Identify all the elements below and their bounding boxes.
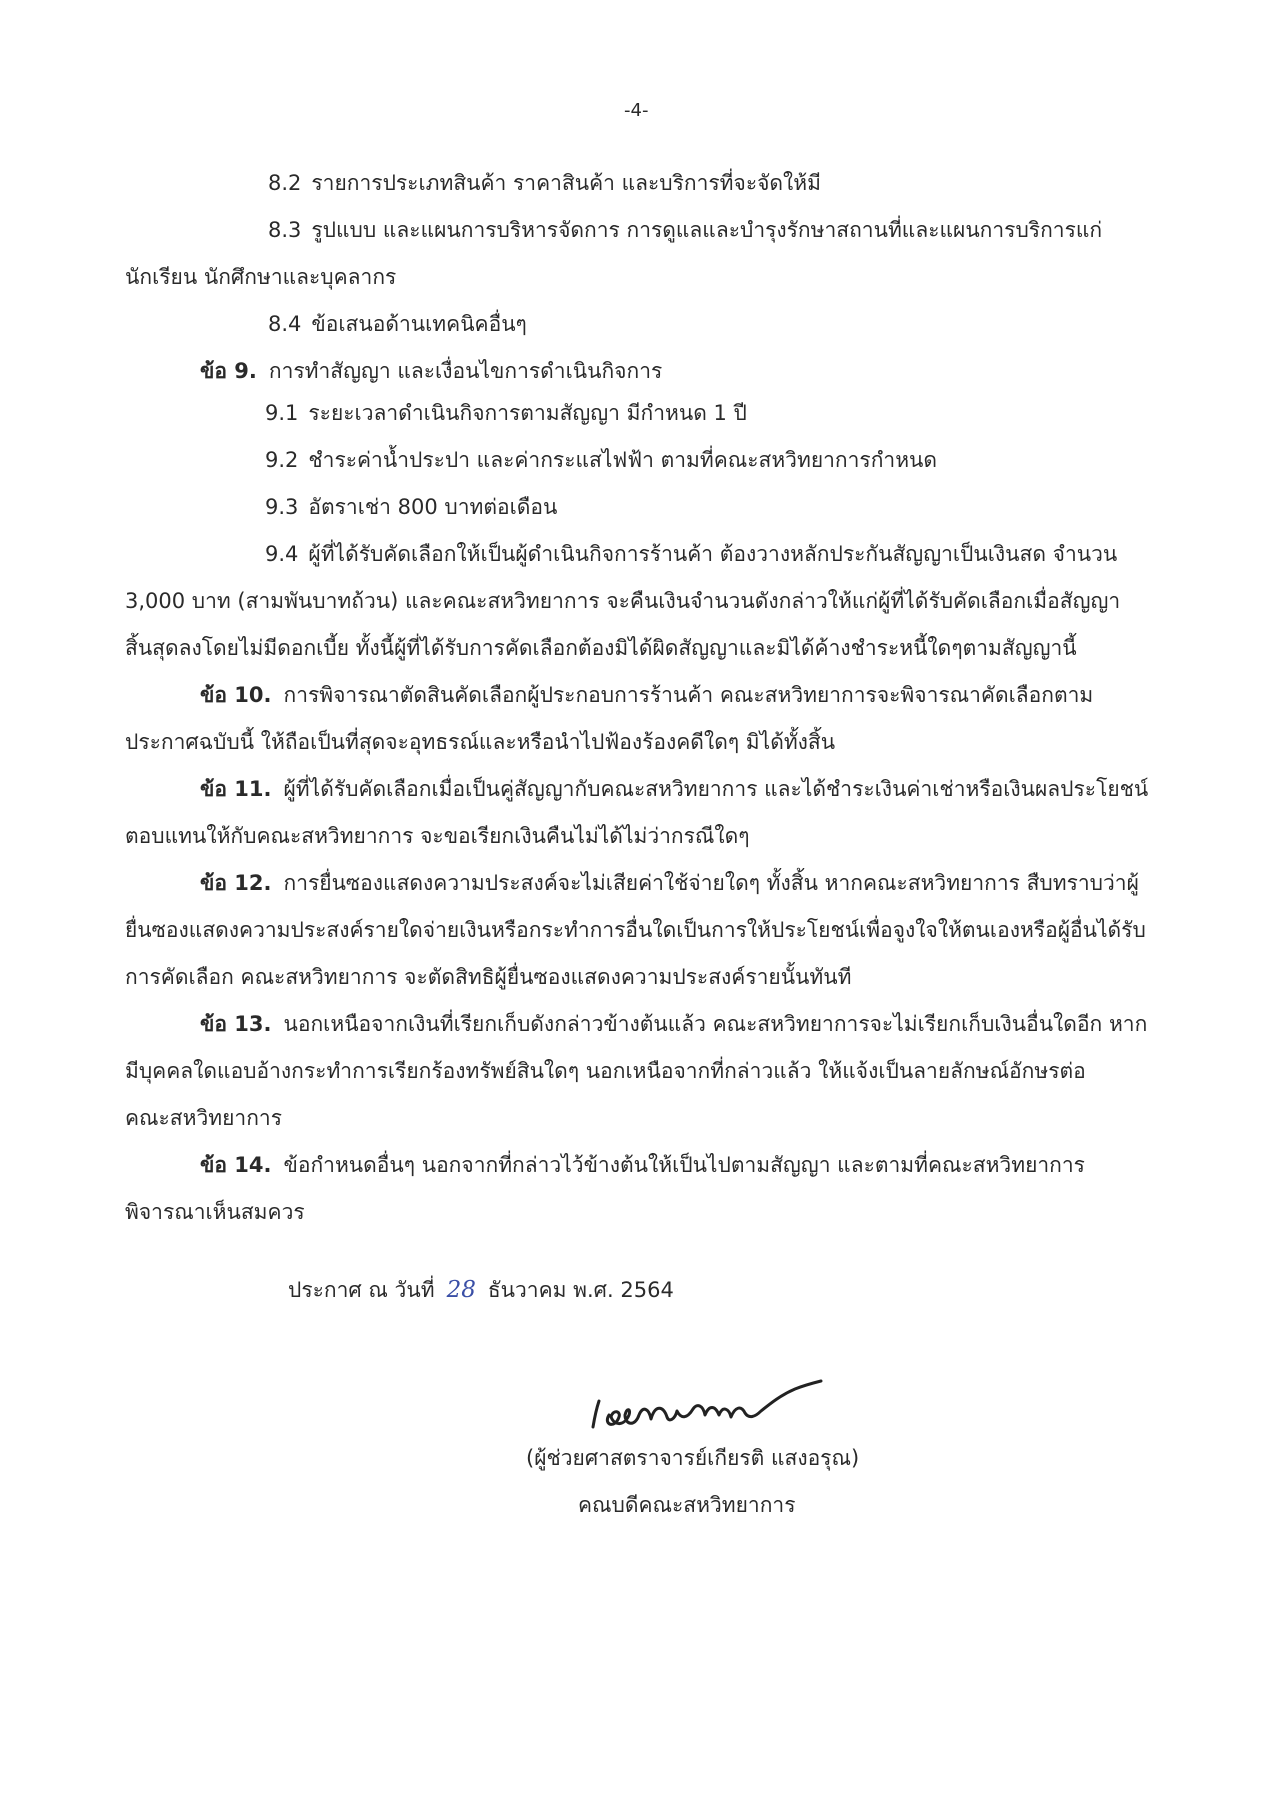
clause-10 — [200, 680, 1093, 710]
item-number: 9.3 — [265, 495, 299, 519]
announce-prefix: ประกาศ ณ วันที่ — [288, 1278, 435, 1302]
clause-14-cont: พิจารณาเห็นสมควร — [125, 1200, 305, 1224]
clause-label: ข้อ 13. — [200, 1012, 272, 1036]
announce-suffix: ธันวาคม พ.ศ. 2564 — [487, 1278, 674, 1302]
clause-text: ผู้ที่ได้รับคัดเลือกเมื่อเป็นคู่สัญญากับคณะสหวิทยาการ และได้ชำระเงินค่าเช่าหรือเงินผลประโยชน์ — [283, 777, 1149, 801]
clause-11-cont: ตอบแทนให้กับคณะสหวิทยาการ จะขอเรียกเงินคืนไม่ได้ไม่ว่ากรณีใดๆ — [125, 824, 750, 848]
clause-text: การยื่นซองแสดงความประสงค์จะไม่เสียค่าใช้จ่ายใดๆ ทั้งสิ้น หากคณะสหวิทยาการ สืบทราบว่าผู้ — [283, 871, 1139, 895]
clause-13 — [200, 1009, 1147, 1039]
item-8-3-cont: นักเรียน นักศึกษาและบุคลากร — [125, 265, 397, 289]
handwritten-signature — [585, 1375, 845, 1445]
item-text: ชำระค่าน้ำประปา และค่ากระแสไฟฟ้า ตามที่คณะสหวิทยาการกำหนด — [308, 448, 938, 472]
clause-12-cont-2: การคัดเลือก คณะสหวิทยาการ จะตัดสิทธิผู้ยื่นซองแสดงความประสงค์รายนั้นทันที — [125, 965, 852, 989]
handwritten-day: 28 — [446, 1277, 476, 1303]
clause-10-cont: ประกาศฉบับนี้ ให้ถือเป็นที่สุดจะอุทธรณ์และหรือนำไปฟ้องร้องคดีใดๆ มิได้ทั้งสิ้น — [125, 730, 836, 754]
item-number: 8.2 — [268, 171, 302, 195]
item-number: 8.4 — [268, 312, 302, 336]
clause-12-cont-1: ยื่นซองแสดงความประสงค์รายใดจ่ายเงินหรือกระทำการอื่นใดเป็นการให้ประโยชน์เพื่อจูงใจให้ตนเองหรือผู้อื่นได้รับ — [125, 918, 1146, 942]
item-text: อัตราเช่า 800 บาทต่อเดือน — [308, 495, 558, 519]
clause-text: การทำสัญญา และเงื่อนไขการดำเนินกิจการ — [268, 359, 663, 383]
clause-9 — [200, 356, 662, 386]
item-8-2 — [268, 168, 821, 198]
item-text: ผู้ที่ได้รับคัดเลือกให้เป็นผู้ดำเนินกิจการร้านค้า ต้องวางหลักประกันสัญญาเป็นเงินสด จำนวน — [308, 542, 1118, 566]
item-9-4-cont-1: 3,000 บาท (สามพันบาทถ้วน) และคณะสหวิทยาการ จะคืนเงินจำนวนดังกล่าวให้แก่ผู้ที่ได้รับคัดเลือกเมื่อสัญญา — [125, 589, 1121, 613]
clause-text: การพิจารณาตัดสินคัดเลือกผู้ประกอบการร้านค้า คณะสหวิทยาการจะพิจารณาคัดเลือกตาม — [283, 683, 1094, 707]
clause-label: ข้อ 14. — [200, 1153, 272, 1177]
item-text: รูปแบบ และแผนการบริหารจัดการ การดูแลและบำรุงรักษาสถานที่และแผนการบริการแก่ — [311, 218, 1103, 242]
page-number: -4- — [624, 100, 649, 121]
clause-13-cont-1: มีบุคคลใดแอบอ้างกระทำการเรียกร้องทรัพย์สินใดๆ นอกเหนือจากที่กล่าวแล้ว ให้แจ้งเป็นลายลักษณ์อักษรต่อ — [125, 1059, 1086, 1083]
item-number: 9.2 — [265, 448, 299, 472]
clause-label: ข้อ 12. — [200, 871, 272, 895]
clause-text: นอกเหนือจากเงินที่เรียกเก็บดังกล่าวข้างต้นแล้ว คณะสหวิทยาการจะไม่เรียกเก็บเงินอื่นใดอีก หาก — [283, 1012, 1148, 1036]
clause-12 — [200, 868, 1139, 898]
item-text: ข้อเสนอด้านเทคนิคอื่นๆ — [311, 312, 527, 336]
item-number: 8.3 — [268, 218, 302, 242]
clause-11 — [200, 774, 1148, 804]
item-number: 9.4 — [265, 542, 299, 566]
item-text: รายการประเภทสินค้า ราคาสินค้า และบริการที่จะจัดให้มี — [311, 171, 821, 195]
clause-label: ข้อ 9. — [200, 359, 257, 383]
clause-text: ข้อกำหนดอื่นๆ นอกจากที่กล่าวไว้ข้างต้นให้เป็นไปตามสัญญา และตามที่คณะสหวิทยาการ — [283, 1153, 1085, 1177]
item-9-1 — [265, 398, 747, 428]
signer-title: คณบดีคณะสหวิทยาการ — [578, 1493, 796, 1517]
clause-label: ข้อ 11. — [200, 777, 272, 801]
clause-13-cont-2: คณะสหวิทยาการ — [125, 1106, 282, 1130]
clause-14 — [200, 1150, 1085, 1180]
item-9-3 — [265, 492, 557, 522]
item-8-4 — [268, 309, 527, 339]
item-9-4 — [265, 539, 1117, 569]
item-9-2 — [265, 445, 937, 475]
item-text: ระยะเวลาดำเนินกิจการตามสัญญา มีกำหนด 1 ปี — [308, 401, 747, 425]
item-8-3 — [268, 215, 1102, 245]
item-9-4-cont-2: สิ้นสุดลงโดยไม่มีดอกเบี้ย ทั้งนี้ผู้ที่ได้รับการคัดเลือกต้องมิได้ผิดสัญญาและมิได้ค้างชำระหนี้ใดๆตามสัญญานี้ — [125, 636, 1077, 660]
clause-label: ข้อ 10. — [200, 683, 272, 707]
signer-name: (ผู้ช่วยศาสตราจารย์เกียรติ แสงอรุณ) — [526, 1446, 860, 1470]
item-number: 9.1 — [265, 401, 299, 425]
announcement-date — [288, 1275, 674, 1305]
